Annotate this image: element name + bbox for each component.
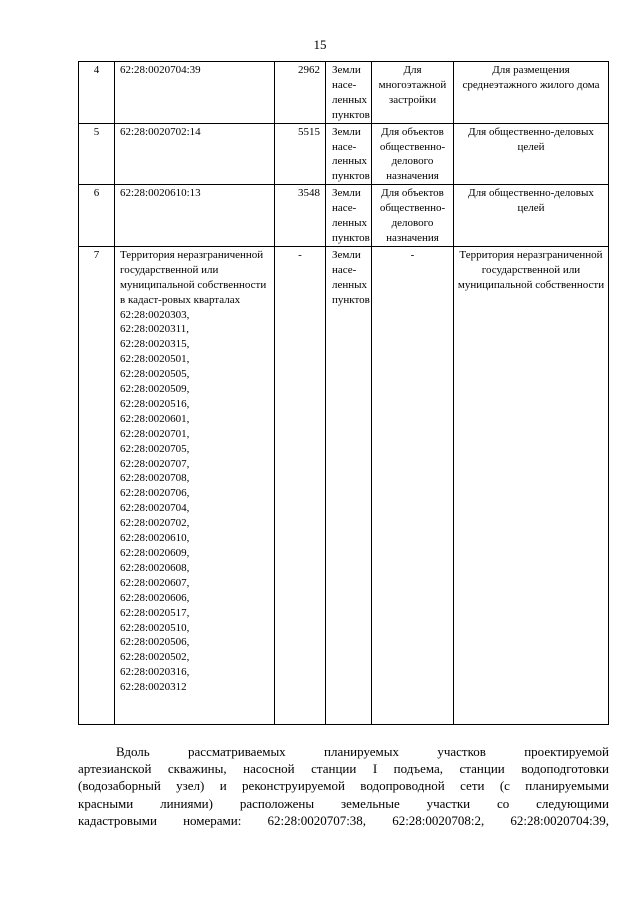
- permitted-use: Для объектов общественно-делового назначения: [372, 185, 454, 247]
- cadastral-number: 62:28:0020610:13: [115, 185, 275, 247]
- land-category: Земли насе-ленных пунктов: [326, 62, 372, 124]
- quarter-item: 62:28:0020516,: [120, 397, 190, 410]
- table-row: [79, 123, 609, 185]
- row-number: 6: [79, 185, 115, 247]
- quarter-item: 62:28:0020312: [120, 681, 187, 694]
- quarter-item: 62:28:0020505,: [120, 368, 190, 381]
- quarter-item: 62:28:0020606,: [120, 591, 190, 604]
- quarter-item: 62:28:0020702,: [120, 517, 190, 530]
- territory-intro: Территория неразграниченной государственной или муниципальной собственности в кадаст-ровых кварталах: [120, 248, 267, 306]
- permitted-use: Для многоэтажной застройки: [372, 62, 454, 124]
- paragraph-line: кадастровыми номерами: 62:28:0020707:38, 62:28:0020708:2, 62:28:0020704:39,: [78, 812, 609, 828]
- quarter-item: 62:28:0020315,: [120, 338, 190, 351]
- planned-use: Территория неразграниченной государственной или муниципальной собственности: [454, 246, 609, 724]
- planned-use: Для общественно-деловых целей: [454, 123, 609, 185]
- row-number: 7: [79, 246, 115, 724]
- table-row: [79, 185, 609, 247]
- quarter-item: 62:28:0020705,: [120, 442, 190, 455]
- cadastral-number: 62:28:0020702:14: [115, 123, 275, 185]
- paragraph-line: артезианской скважины, насосной станции I подъема, станции водоподготовки: [78, 761, 609, 777]
- quarter-item: 62:28:0020501,: [120, 353, 190, 366]
- quarter-item: 62:28:0020509,: [120, 383, 190, 396]
- land-category: Земли насе-ленных пунктов: [326, 123, 372, 185]
- quarter-item: 62:28:0020608,: [120, 561, 190, 574]
- quarter-item: 62:28:0020704,: [120, 502, 190, 515]
- parcel-area: 5515: [275, 123, 326, 185]
- table-row: [79, 246, 609, 724]
- territory-description: [115, 246, 275, 724]
- land-category: Земли насе-ленных пунктов: [326, 185, 372, 247]
- page-number: 15: [313, 37, 327, 52]
- quarter-item: 62:28:0020517,: [120, 606, 190, 619]
- cadastral-number: 62:28:0020704:39: [115, 62, 275, 124]
- planned-use: Для общественно-деловых целей: [454, 185, 609, 247]
- planned-use: Для размещения среднеэтажного жилого дома: [454, 62, 609, 124]
- land-category: Земли насе-ленных пунктов: [326, 246, 372, 724]
- row-number: 5: [79, 123, 115, 185]
- parcel-area: 2962: [275, 62, 326, 124]
- paragraph-line: красными линиями) расположены земельные участки со следующими: [78, 795, 609, 811]
- parcel-area: 3548: [275, 185, 326, 247]
- body-paragraph: [78, 743, 609, 829]
- quarter-item: 62:28:0020303,: [120, 308, 190, 321]
- permitted-use: -: [372, 246, 454, 724]
- quarter-item: 62:28:0020502,: [120, 651, 190, 664]
- paragraph-line: Вдоль рассматриваемых планируемых участков проектируемой: [116, 744, 609, 759]
- quarter-item: 62:28:0020506,: [120, 636, 190, 649]
- quarter-item: 62:28:0020701,: [120, 427, 190, 440]
- quarter-item: 62:28:0020708,: [120, 472, 190, 485]
- quarter-item: 62:28:0020607,: [120, 576, 190, 589]
- parcel-area: -: [275, 246, 326, 724]
- paragraph-line: (водозаборный узел) и реконструируемой водопроводной сети (с планируемыми: [78, 778, 609, 794]
- quarter-item: 62:28:0020610,: [120, 532, 190, 545]
- quarter-item: 62:28:0020316,: [120, 666, 190, 679]
- quarter-item: 62:28:0020707,: [120, 457, 190, 470]
- table-row: [79, 62, 609, 124]
- quarter-item: 62:28:0020510,: [120, 621, 190, 634]
- quarter-item: 62:28:0020706,: [120, 487, 190, 500]
- quarter-item: 62:28:0020311,: [120, 323, 189, 336]
- quarter-item: 62:28:0020609,: [120, 547, 190, 559]
- row-number: 4: [79, 62, 115, 124]
- parcels-table: [78, 61, 609, 725]
- quarter-item: 62:28:0020601,: [120, 412, 190, 425]
- permitted-use: Для объектов общественно-делового назначения: [372, 123, 454, 185]
